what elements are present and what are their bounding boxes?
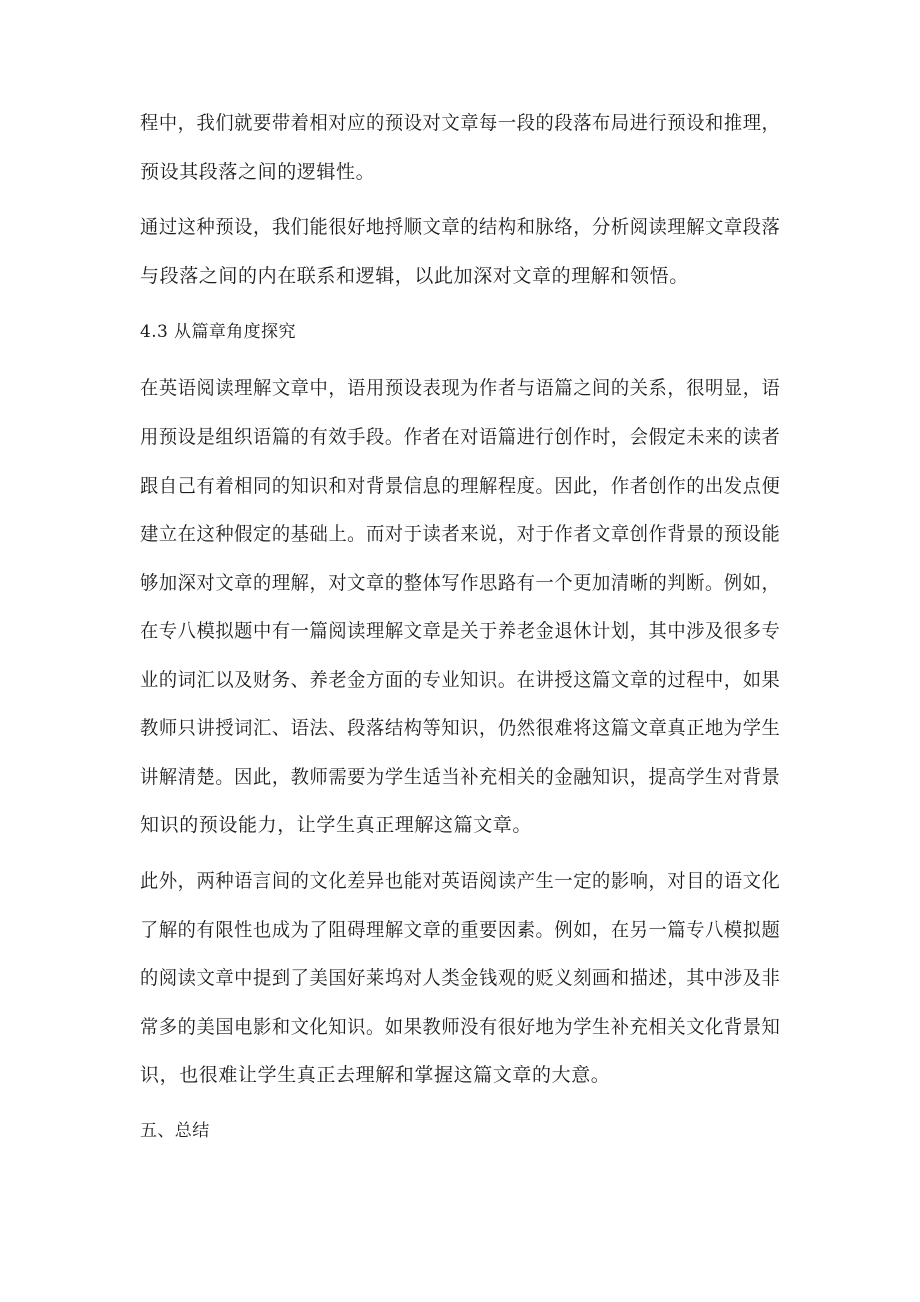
paragraph-3-line-5: 够加深对文章的理解，对文章的整体写作思路有一个更加清晰的判断。例如， [140, 572, 781, 594]
paragraph-3-line-4: 建立在这种假定的基础上。而对于读者来说，对于作者文章创作背景的预设能 [140, 523, 781, 545]
section-heading-4-3: 4.3 从篇章角度探究 [140, 322, 296, 342]
paragraph-1-line-2: 预设其段落之间的逻辑性。 [140, 161, 376, 183]
paragraph-3-line-7: 业的词汇以及财务、养老金方面的专业知识。在讲授这篇文章的过程中，如果 [140, 669, 781, 691]
paragraph-4-line-4: 常多的美国电影和文化知识。如果教师没有很好地为学生补充相关文化背景知 [140, 1016, 781, 1038]
paragraph-4-line-1: 此外，两种语言间的文化差异也能对英语阅读产生一定的影响，对目的语文化 [140, 870, 781, 892]
paragraph-3-line-1: 在英语阅读理解文章中，语用预设表现为作者与语篇之间的关系，很明显，语 [140, 377, 781, 399]
section-heading-5: 五、总结 [140, 1121, 210, 1141]
paragraph-3-line-2: 用预设是组织语篇的有效手段。作者在对语篇进行创作时，会假定未来的读者 [140, 426, 781, 448]
paragraph-2-line-2: 与段落之间的内在联系和逻辑，以此加深对文章的理解和领悟。 [140, 265, 689, 287]
paragraph-3-line-3: 跟自己有着相同的知识和对背景信息的理解程度。因此，作者创作的出发点便 [140, 475, 781, 497]
paragraph-4-line-2: 了解的有限性也成为了阻碍理解文章的重要因素。例如，在另一篇专八模拟题 [140, 919, 781, 941]
paragraph-3-line-9: 讲解清楚。因此，教师需要为学生适当补充相关的金融知识，提高学生对背景 [140, 766, 781, 788]
paragraph-3-line-6: 在专八模拟题中有一篇阅读理解文章是关于养老金退休计划，其中涉及很多专 [140, 620, 781, 642]
paragraph-1-line-1: 程中，我们就要带着相对应的预设对文章每一段的段落布局进行预设和推理， [140, 112, 781, 134]
paragraph-3-line-8: 教师只讲授词汇、语法、段落结构等知识，仍然很难将这篇文章真正地为学生 [140, 717, 781, 739]
paragraph-2-line-1: 通过这种预设，我们能很好地捋顺文章的结构和脉络，分析阅读理解文章段落 [140, 216, 781, 238]
paragraph-3-line-10: 知识的预设能力，让学生真正理解这篇文章。 [140, 814, 533, 836]
paragraph-4-line-3: 的阅读文章中提到了美国好莱坞对人类金钱观的贬义刻画和描述，其中涉及非 [140, 967, 781, 989]
paragraph-4-line-5: 识，也很难让学生真正去理解和掌握这篇文章的大意。 [140, 1064, 611, 1086]
